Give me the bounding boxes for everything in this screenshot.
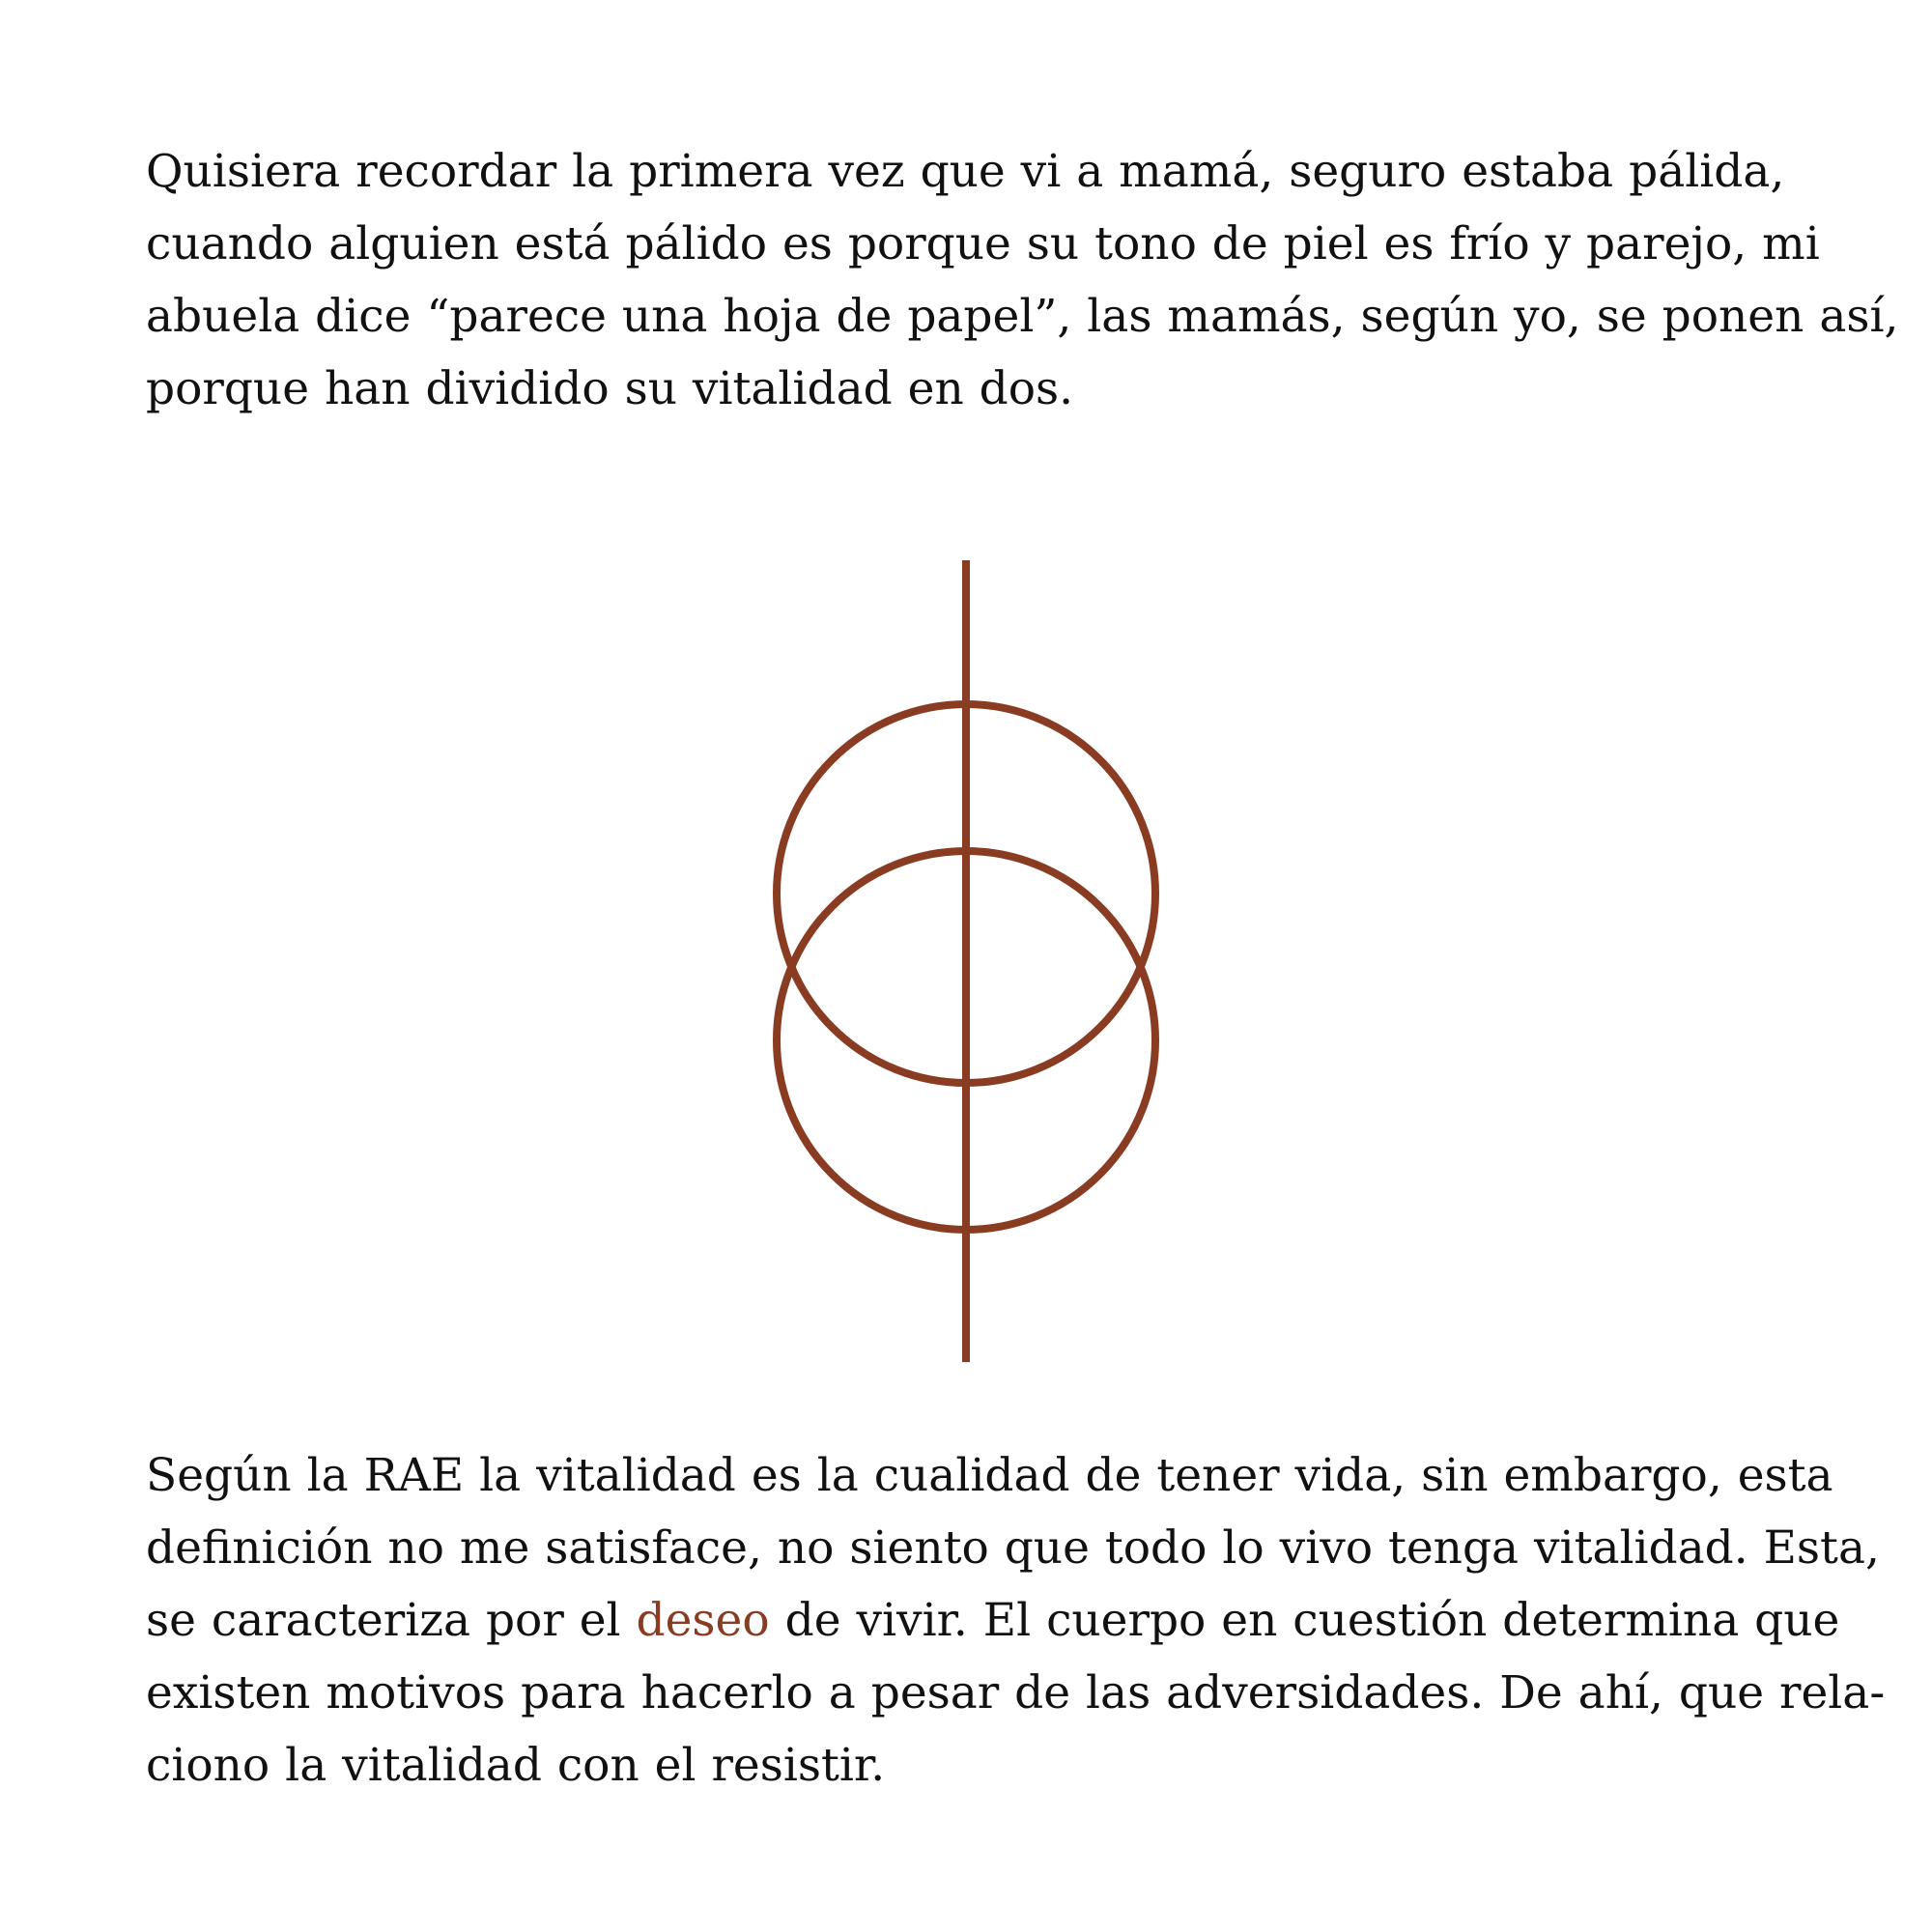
- paragraph-intro: [146, 135, 1899, 425]
- highlighted-word: deseo: [636, 1594, 770, 1647]
- paragraph-line: abuela dice “parece una hoja de papel”, las mamás, según yo, se ponen así,: [146, 290, 1899, 343]
- paragraph-line: ciono la vitalidad con el resistir.: [146, 1739, 886, 1792]
- paragraph-line: definición no me satisface, no siento que todo lo vivo tenga vitalidad. Esta,: [146, 1521, 1880, 1575]
- paragraph-line: Según la RAE la vitalidad es la cualidad de tener vida, sin embargo, esta: [146, 1449, 1833, 1502]
- paragraph-line: existen motivos para hacerlo a pesar de las adversidades. De ahí, que rela-: [146, 1666, 1886, 1719]
- paragraph-line: cuando alguien está pálido es porque su tono de piel es frío y parejo, mi: [146, 217, 1820, 270]
- paragraph-line: [146, 1584, 1840, 1657]
- paragraph-definition: [146, 1439, 1886, 1802]
- text-segment: se caracteriza por el: [146, 1594, 637, 1647]
- text-segment: de vivir. El cuerpo en cuestión determina que: [769, 1594, 1840, 1647]
- two-circles-vertical-line-icon: [753, 555, 1179, 1367]
- paragraph-line: porque han dividido su vitalidad en dos.: [146, 362, 1074, 415]
- paragraph-line: Quisiera recordar la primera vez que vi a mamá, seguro estaba pálida,: [146, 145, 1785, 198]
